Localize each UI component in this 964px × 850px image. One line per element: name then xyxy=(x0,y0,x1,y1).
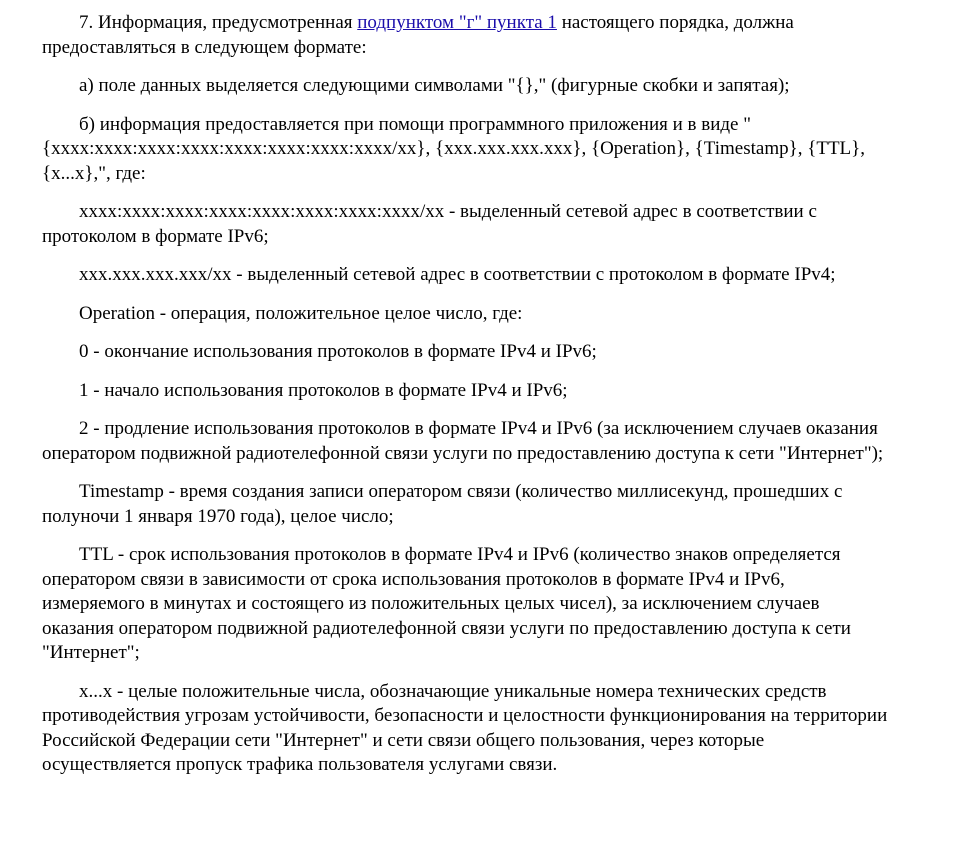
subpoint-g-point-1-link[interactable]: подпунктом "г" пункта 1 xyxy=(357,12,557,33)
paragraph-text: настоящего порядка, должна предоставляться в следующем формате: xyxy=(42,12,794,58)
paragraph-ipv6-definition: xxxx:xxxx:xxxx:xxxx:xxxx:xxxx:xxxx:xxxx/xx - выделенный сетевой адрес в соответствии с протоколом в формате IPv6; xyxy=(42,201,817,247)
paragraph-operation-definition: Operation - операция, положительное целое число, где: xyxy=(79,302,523,324)
paragraph-ipv4-definition: xxx.xxx.xxx.xxx/xx - выделенный сетевой адрес в соответствии с протоколом в формате IPv4; xyxy=(79,264,836,285)
paragraph-item-7 xyxy=(42,11,892,60)
document-body xyxy=(42,11,892,792)
paragraph-operation-0: 0 - окончание использования протоколов в формате IPv4 и IPv6; xyxy=(79,341,597,362)
paragraph-operation-1: 1 - начало использования протоколов в формате IPv4 и IPv6; xyxy=(79,379,568,401)
paragraph-subitem-a: а) поле данных выделяется следующими символами "{}," (фигурные скобки и запятая); xyxy=(79,75,790,96)
paragraph-x-definition: x...x - целые положительные числа, обозначающие уникальные номера технических средств противодействия угрозам устойчивости, безопасности и целостности функционирования на территории Российской Федерации сети "Интернет" и сети связи общего пользования, через которые осуществляется пропуск трафика пользователя услугами связи. xyxy=(42,680,888,775)
paragraph-subitem-b: б) информация предоставляется при помощи программного приложения и в виде "{xxxx:xxxx:xxxx:xxxx:xxxx:xxxx:xxxx:xxxx/xx}, {xxx.xxx.xxx.xxx}, {Operation}, {Timestamp}, {TTL}, {x...x},", где: xyxy=(42,113,866,184)
paragraph-ttl-definition: TTL - срок использования протоколов в формате IPv4 и IPv6 (количество знаков определяется оператором связи в зависимости от срока использования протоколов в формате IPv4 и IPv6, измеряемого в минутах и состоящего из положительных целых чисел), за исключением случаев оказания оператором подвижной радиотелефонной связи услуги по предоставлению доступа к сети "Интернет"; xyxy=(42,544,851,663)
paragraph-operation-2: 2 - продление использования протоколов в формате IPv4 и IPv6 (за исключением случаев оказания оператором подвижной радиотелефонной связи услуги по предоставлению доступа к сети "Интернет"); xyxy=(42,418,884,464)
paragraph-timestamp-definition: Timestamp - время создания записи оператором связи (количество миллисекунд, прошедших с полуночи 1 января 1970 года), целое число; xyxy=(42,481,843,527)
paragraph-text: 7. Информация, предусмотренная xyxy=(79,12,358,33)
